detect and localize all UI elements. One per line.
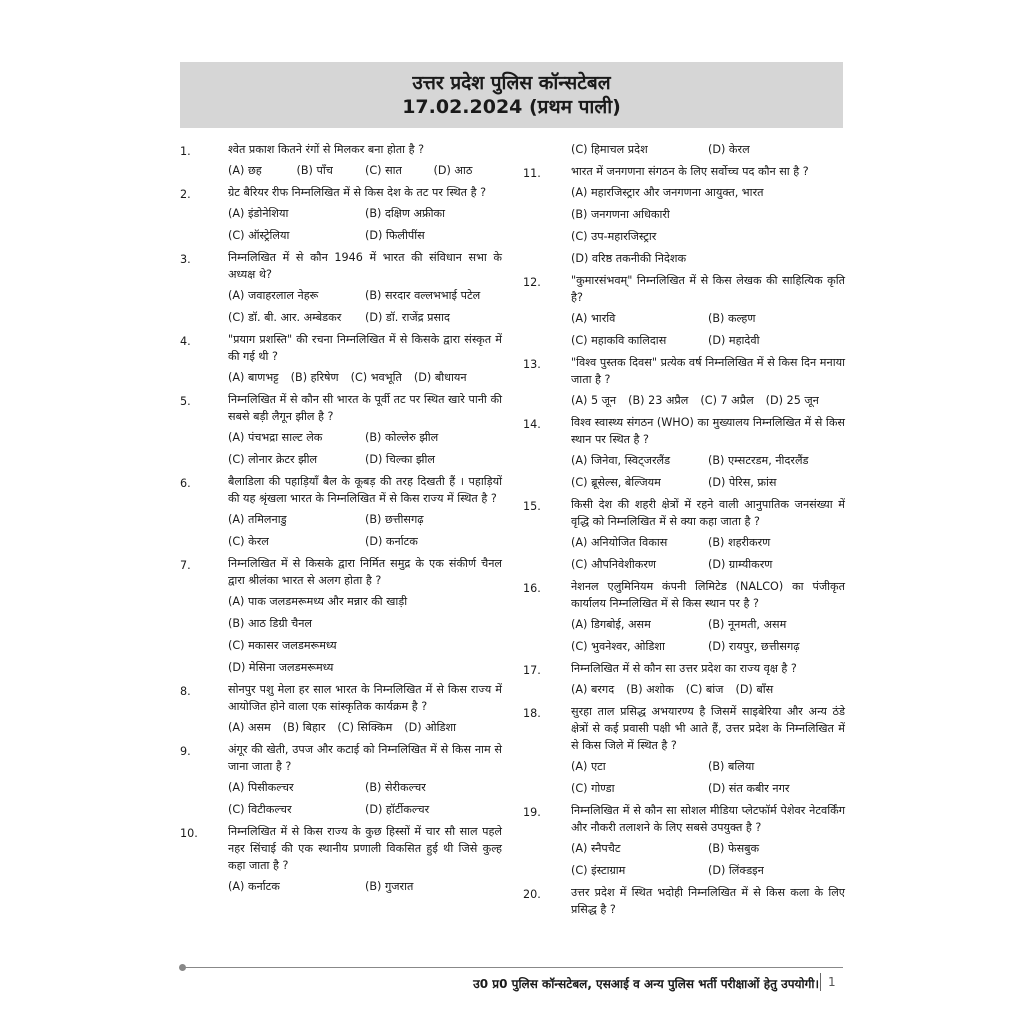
question-item — [523, 414, 845, 496]
footer-divider — [183, 967, 843, 968]
question-options — [571, 534, 845, 578]
question-options — [228, 162, 502, 184]
question-text: विश्व स्वास्थ्य संगठन (WHO) का मुख्यालय निम्नलिखित में से किस स्थान पर स्थित है ? — [571, 416, 845, 446]
question-item — [523, 660, 845, 703]
question-body — [571, 578, 845, 660]
question-text: सोनपुर पशु मेला हर साल भारत के निम्नलिखित में से किस राज्य में आयोजित होने वाला एक सांस्कृतिक कार्यक्रम है ? — [228, 683, 502, 713]
option-item: (C) सात — [365, 164, 402, 177]
question-body — [571, 802, 845, 884]
question-options — [228, 878, 502, 900]
option-item: (A) भारवि — [571, 312, 616, 325]
left-column — [180, 141, 502, 900]
option-item: (A) इंडोनेशिया — [228, 207, 289, 220]
option-item: (A) बरगद — [571, 683, 615, 696]
option-item: (B) एम्सटरडम, नीदरलैंड — [708, 454, 809, 467]
question-item — [523, 272, 845, 354]
question-options — [571, 184, 845, 272]
option-item: (D) बौधायन — [413, 371, 467, 384]
question-options — [228, 369, 502, 391]
question-item — [523, 884, 845, 918]
option-item: (B) बिहार — [282, 721, 326, 734]
option-item: (B) कोल्लेरु झील — [365, 431, 439, 444]
question-text: किसी देश की शहरी क्षेत्रों में रहने वाली आनुपातिक जनसंख्या में वृद्धि को निम्नलिखित में से क्या कहा जाता है ? — [571, 498, 845, 528]
question-item — [523, 802, 845, 884]
question-text: निम्नलिखित में से कौन 1946 में भारत की संविधान सभा के अध्यक्ष थे? — [228, 251, 502, 281]
question-body — [571, 272, 845, 354]
question-number: 18. — [523, 707, 541, 720]
option-item: (D) हॉर्टीकल्चर — [365, 803, 430, 816]
question-number: 15. — [523, 500, 541, 513]
page-header — [180, 62, 843, 128]
question-text: बैलाडिला की पहाड़ियाँ बैल के कूबड़ की तरह दिखती हैं । पहाड़ियों की यह श्रृंखला भारत के निम्नलिखित में से किस राज्य में स्थित है ? — [228, 475, 502, 505]
option-item: (A) अनियोजित विकास — [571, 536, 668, 549]
option-item: (B) कल्हण — [708, 312, 756, 325]
question-number: 4. — [180, 335, 191, 348]
question-options — [228, 511, 502, 555]
option-item: (C) महाकवि कालिदास — [571, 334, 667, 347]
option-item: (B) सेरीकल्चर — [365, 781, 426, 794]
option-item: (C) डॉ. बी. आर. अम्बेडकर — [228, 311, 342, 324]
option-item: (A) जवाहरलाल नेहरू — [228, 289, 319, 302]
question-item — [523, 354, 845, 414]
option-item: (A) महारजिस्ट्रार और जनगणना आयुक्त, भारत — [571, 186, 764, 199]
option-item: (C) भवभूति — [350, 371, 402, 384]
option-item: (A) पिसीकल्चर — [228, 781, 294, 794]
question-continuation — [523, 141, 845, 163]
question-options — [228, 593, 502, 681]
question-text: अंगूर की खेती, उपज और कटाई को निम्नलिखित में से किस नाम से जाना जाता है ? — [228, 743, 502, 773]
question-body — [228, 249, 502, 331]
question-item — [523, 496, 845, 578]
option-item: (C) हिमाचल प्रदेश — [571, 143, 648, 156]
question-item — [180, 823, 502, 900]
footer-text: उ0 प्र0 पुलिस कॉन्सटेबल, एसआई व अन्य पुलिस भर्ती परीक्षाओं हेतु उपयोगी। — [473, 977, 819, 991]
question-text: "प्रयाग प्रशस्ति" की रचना निम्नलिखित में से किसके द्वारा संस्कृत में की गई थी ? — [228, 333, 502, 363]
question-item — [180, 473, 502, 555]
option-item: (C) बांज — [685, 683, 724, 696]
continuation-options — [571, 141, 845, 163]
question-item — [180, 391, 502, 473]
question-number: 3. — [180, 253, 191, 266]
question-options — [228, 287, 502, 331]
option-item: (B) नूनमती, असम — [708, 618, 787, 631]
option-item: (C) 7 अप्रैल — [700, 394, 754, 407]
question-body — [571, 163, 845, 272]
option-item: (A) तमिलनाडु — [228, 513, 287, 526]
option-item: (B) सरदार वल्लभभाई पटेल — [365, 289, 481, 302]
question-text: निम्नलिखित में से कौन सा सोशल मीडिया प्लेटफॉर्म पेशेवर नेटवर्किंग और नौकरी तलाशने के लिए सबसे उपयुक्त है ? — [571, 804, 845, 834]
question-options — [571, 452, 845, 496]
option-item: (A) पाक जलडमरूमध्य और मन्नार की खाड़ी — [228, 595, 408, 608]
question-item — [180, 331, 502, 391]
option-item: (D) फिलीपींस — [365, 229, 425, 242]
option-item: (B) हरिषेण — [290, 371, 339, 384]
option-item: (A) बाणभट्ट — [228, 371, 279, 384]
option-item: (B) बलिया — [708, 760, 755, 773]
question-number: 16. — [523, 582, 541, 595]
question-body — [571, 703, 845, 802]
page-title: उत्तर प्रदेश पुलिस कॉन्सटेबल — [412, 72, 611, 94]
question-options — [571, 758, 845, 802]
option-item: (B) जनगणना अधिकारी — [571, 208, 670, 221]
question-item — [180, 681, 502, 741]
question-number: 5. — [180, 395, 191, 408]
option-item: (C) विटीकल्चर — [228, 803, 292, 816]
right-column — [523, 141, 845, 922]
option-item: (C) लोनार क्रेटर झील — [228, 453, 318, 466]
question-item — [523, 703, 845, 802]
question-body — [571, 414, 845, 496]
question-text: नेशनल एलुमिनियम कंपनी लिमिटेड (NALCO) का पंजीकृत कार्यालय निम्नलिखित में से किस स्थान पर है ? — [571, 580, 845, 610]
question-body — [228, 555, 502, 681]
option-item: (A) 5 जून — [571, 394, 617, 407]
question-number: 19. — [523, 806, 541, 819]
option-item: (B) गुजरात — [365, 880, 414, 893]
option-item: (A) असम — [228, 721, 271, 734]
option-item: (C) ऑस्ट्रेलिया — [228, 229, 290, 242]
option-item: (D) ग्राम्यीकरण — [708, 558, 773, 571]
question-item — [180, 141, 502, 184]
option-item: (D) चिल्का झील — [365, 453, 435, 466]
question-body — [571, 884, 845, 918]
question-body — [228, 823, 502, 900]
question-number: 20. — [523, 888, 541, 901]
question-number: 7. — [180, 559, 191, 572]
option-item: (C) ब्रूसेल्स, बेल्जियम — [571, 476, 661, 489]
question-item — [180, 741, 502, 823]
question-item — [180, 249, 502, 331]
question-body — [228, 473, 502, 555]
question-number: 17. — [523, 664, 541, 677]
question-item — [180, 555, 502, 681]
question-number: 11. — [523, 167, 541, 180]
option-item: (D) संत कबीर नगर — [708, 782, 790, 795]
question-body — [228, 141, 502, 184]
question-options — [228, 429, 502, 473]
question-number: 9. — [180, 745, 191, 758]
question-item — [180, 184, 502, 249]
option-item: (C) सिक्किम — [337, 721, 393, 734]
option-item: (B) आठ डिग्री चैनल — [228, 617, 312, 630]
question-options — [571, 681, 845, 703]
option-item: (C) मकासर जलडमरूमध्य — [228, 639, 337, 652]
question-text: उत्तर प्रदेश में स्थित भदोही निम्नलिखित में से किस कला के लिए प्रसिद्ध है ? — [571, 886, 845, 916]
question-item — [523, 163, 845, 272]
question-text: भारत में जनगणना संगठन के लिए सर्वोच्च पद कौन सा है ? — [571, 165, 809, 178]
option-item: (A) स्नैपचैट — [571, 842, 621, 855]
option-item: (B) पाँच — [296, 164, 333, 177]
page-subtitle: 17.02.2024 (प्रथम पाली) — [402, 96, 621, 118]
option-item: (A) एटा — [571, 760, 606, 773]
question-text: निम्नलिखित में से कौन सी भारत के पूर्वी तट पर स्थित खारे पानी की सबसे बड़ी लैगून झील है ? — [228, 393, 502, 423]
option-item: (A) कर्नाटक — [228, 880, 280, 893]
question-text: "कुमारसंभवम्" निम्नलिखित में से किस लेखक की साहित्यिक कृति है? — [571, 274, 845, 304]
option-item: (D) बाँस — [735, 683, 774, 696]
option-item: (D) महादेवी — [708, 334, 760, 347]
question-options — [571, 392, 845, 414]
question-text: निम्नलिखित में से किसके द्वारा निर्मित समुद्र के एक संकीर्ण चैनल द्वारा श्रीलंका भारत से अलग होता है ? — [228, 557, 502, 587]
option-item: (A) छह — [228, 164, 262, 177]
question-number: 13. — [523, 358, 541, 371]
option-item: (D) ओडिशा — [404, 721, 456, 734]
question-number: 6. — [180, 477, 191, 490]
option-item: (D) रायपुर, छत्तीसगढ़ — [708, 640, 800, 653]
question-number: 8. — [180, 685, 191, 698]
option-item: (D) कर्नाटक — [365, 535, 418, 548]
option-item: (A) डिगबोई, असम — [571, 618, 651, 631]
question-text: ग्रेट बैरियर रीफ निम्नलिखित में से किस देश के तट पर स्थित है ? — [228, 186, 487, 199]
question-number: 2. — [180, 188, 191, 201]
question-body — [228, 741, 502, 823]
page-number: 1 — [828, 975, 836, 989]
question-body — [571, 496, 845, 578]
question-text: निम्नलिखित में से किस राज्य के कुछ हिस्सों में चार सौ साल पहले नहर सिंचाई की एक स्थानीय प्रणाली विकसित हुई थी जिसे कुल्ह कहा जाता है ? — [228, 825, 502, 872]
question-body — [228, 184, 502, 249]
option-item: (D) केरल — [708, 143, 750, 156]
option-item: (D) 25 जून — [765, 394, 819, 407]
question-text: श्वेत प्रकाश कितने रंगों से मिलकर बना होता है ? — [228, 143, 425, 156]
question-text: सुरहा ताल प्रसिद्ध अभयारण्य है जिसमें साइबेरिया और अन्य ठंडे क्षेत्रों से कई प्रवासी पक्षी भी आते हैं, उत्तर प्रदेश के निम्नलिखित में से किस जिले में स्थित है ? — [571, 705, 845, 752]
option-item: (C) केरल — [228, 535, 269, 548]
question-item — [523, 578, 845, 660]
option-item: (D) आठ — [433, 164, 473, 177]
option-item: (C) भुवनेश्वर, ओडिशा — [571, 640, 665, 653]
option-item: (D) मेसिना जलडमरूमध्य — [228, 661, 334, 674]
option-item: (B) फेसबुक — [708, 842, 760, 855]
option-item: (C) उप-महारजिस्ट्रार — [571, 230, 657, 243]
option-item: (A) जिनेवा, स्विट्जरलैंड — [571, 454, 671, 467]
question-options — [228, 719, 502, 741]
question-body — [228, 331, 502, 391]
option-item: (C) औपनिवेशीकरण — [571, 558, 656, 571]
question-options — [571, 840, 845, 884]
question-options — [228, 205, 502, 249]
question-text: निम्नलिखित में से कौन सा उत्तर प्रदेश का राज्य वृक्ष है ? — [571, 662, 797, 675]
question-number: 12. — [523, 276, 541, 289]
option-item: (D) लिंक्डइन — [708, 864, 764, 877]
question-body — [228, 391, 502, 473]
option-item: (B) अशोक — [626, 683, 674, 696]
question-body — [571, 660, 845, 703]
option-item: (B) दक्षिण अफ्रीका — [365, 207, 446, 220]
option-item: (D) डॉ. राजेंद्र प्रसाद — [365, 311, 450, 324]
option-item: (B) शहरीकरण — [708, 536, 771, 549]
option-item: (C) इंस्टाग्राम — [571, 864, 626, 877]
question-body — [228, 681, 502, 741]
option-item: (D) पेरिस, फ्रांस — [708, 476, 777, 489]
question-text: "विश्व पुस्तक दिवस" प्रत्येक वर्ष निम्नलिखित में से किस दिन मनाया जाता है ? — [571, 356, 845, 386]
question-body — [571, 354, 845, 414]
option-item: (B) 23 अप्रैल — [628, 394, 689, 407]
question-options — [228, 779, 502, 823]
option-item: (C) गोण्डा — [571, 782, 615, 795]
question-options — [571, 616, 845, 660]
question-number: 10. — [180, 827, 198, 840]
question-number: 14. — [523, 418, 541, 431]
question-number: 1. — [180, 145, 191, 158]
footer-separator — [820, 973, 821, 991]
option-item: (D) वरिष्ठ तकनीकी निदेशक — [571, 252, 687, 265]
option-item: (B) छत्तीसगढ़ — [365, 513, 424, 526]
question-options — [571, 310, 845, 354]
option-item: (A) पंचभद्रा साल्ट लेक — [228, 431, 323, 444]
